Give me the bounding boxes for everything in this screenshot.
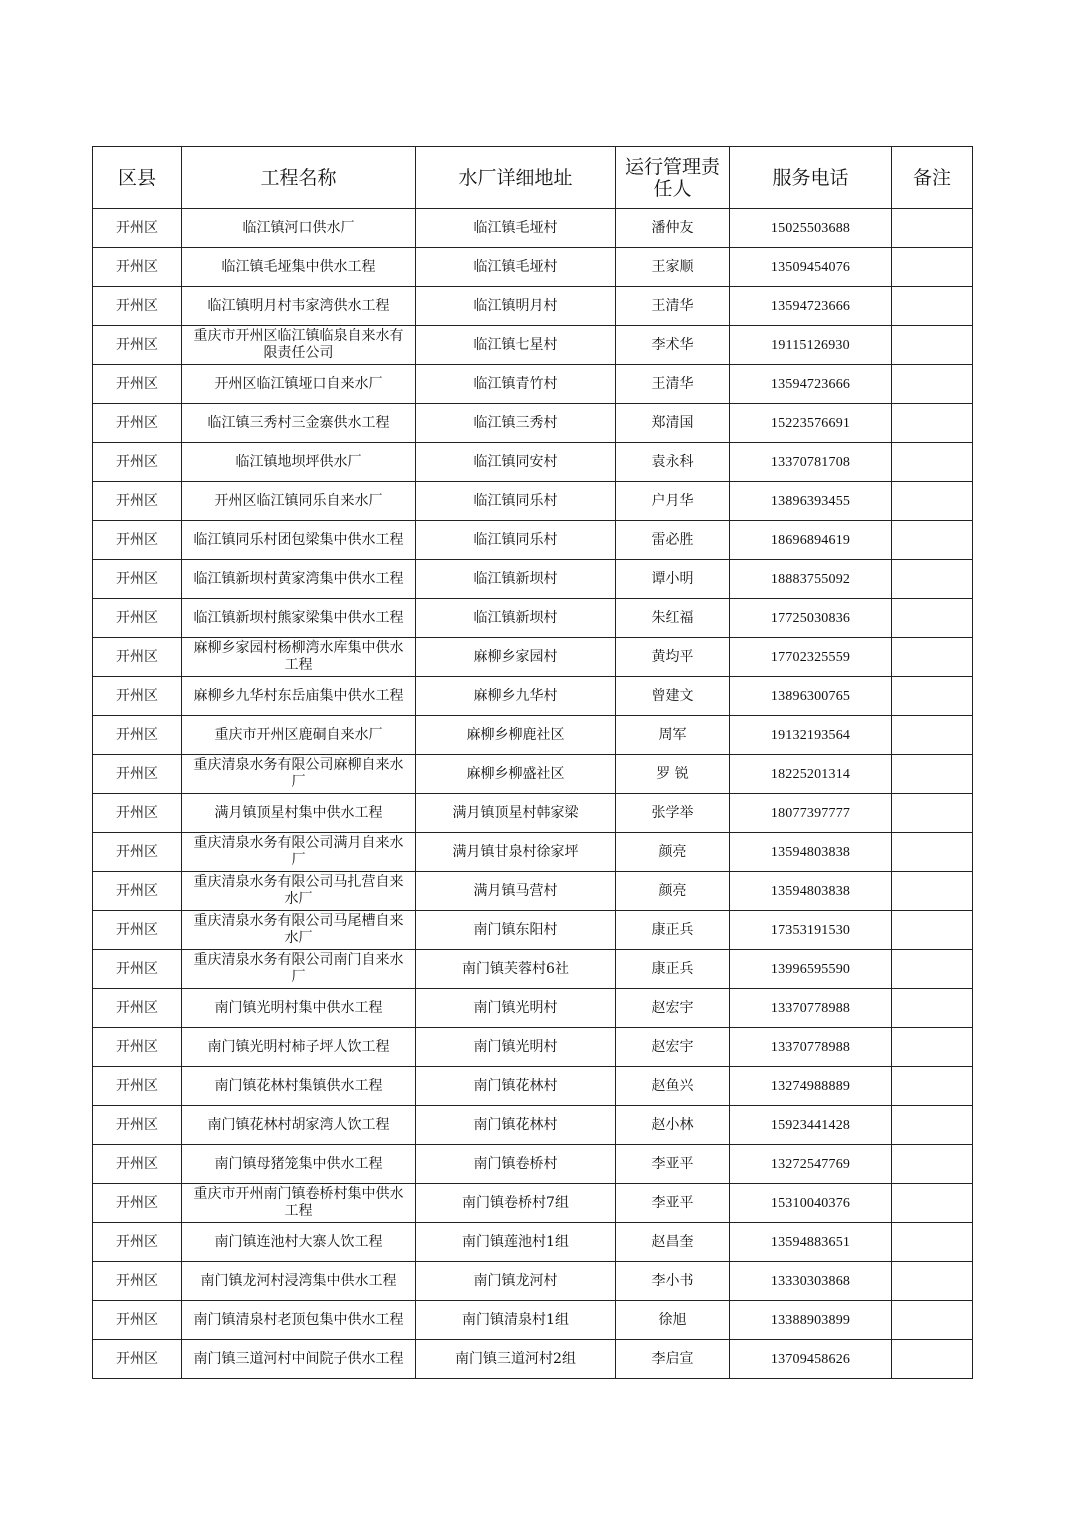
phone-cell: 13594723666 (730, 365, 892, 404)
phone-cell: 15310040376 (730, 1184, 892, 1223)
address-cell: 南门镇光明村 (416, 989, 616, 1028)
remarks-cell (892, 911, 973, 950)
project-name-cell: 南门镇花林村集镇供水工程 (182, 1067, 416, 1106)
address-cell: 临江镇三秀村 (416, 404, 616, 443)
phone-cell: 13370778988 (730, 989, 892, 1028)
address-cell: 满月镇顶星村韩家梁 (416, 794, 616, 833)
phone-cell: 13594803838 (730, 833, 892, 872)
phone-cell: 18883755092 (730, 560, 892, 599)
phone-cell: 19115126930 (730, 326, 892, 365)
project-name-cell: 满月镇顶星村集中供水工程 (182, 794, 416, 833)
project-name-cell: 麻柳乡家园村杨柳湾水库集中供水工程 (182, 638, 416, 677)
manager-cell: 颜亮 (616, 872, 730, 911)
table-row (93, 716, 973, 755)
project-name-cell: 临江镇地坝坪供水厂 (182, 443, 416, 482)
address-cell: 临江镇明月村 (416, 287, 616, 326)
manager-cell: 赵昌奎 (616, 1223, 730, 1262)
district-cell: 开州区 (93, 989, 182, 1028)
district-cell: 开州区 (93, 404, 182, 443)
phone-cell: 13896393455 (730, 482, 892, 521)
table-row (93, 1262, 973, 1301)
address-cell: 临江镇同乐村 (416, 521, 616, 560)
phone-cell: 17725030836 (730, 599, 892, 638)
manager-cell: 谭小明 (616, 560, 730, 599)
project-name-cell: 重庆清泉水务有限公司马尾槽自来水厂 (182, 911, 416, 950)
district-cell: 开州区 (93, 716, 182, 755)
table-row (93, 248, 973, 287)
project-name-cell: 临江镇毛垭集中供水工程 (182, 248, 416, 287)
remarks-cell (892, 1223, 973, 1262)
manager-cell: 李小书 (616, 1262, 730, 1301)
address-cell: 南门镇卷桥村 (416, 1145, 616, 1184)
remarks-cell (892, 1184, 973, 1223)
district-cell: 开州区 (93, 1340, 182, 1379)
header-plant-address: 水厂详细地址 (416, 147, 616, 209)
manager-cell: 王清华 (616, 287, 730, 326)
district-cell: 开州区 (93, 755, 182, 794)
project-name-cell: 重庆清泉水务有限公司南门自来水厂 (182, 950, 416, 989)
project-name-cell: 临江镇河口供水厂 (182, 209, 416, 248)
manager-cell: 颜亮 (616, 833, 730, 872)
table-row (93, 1145, 973, 1184)
address-cell: 临江镇青竹村 (416, 365, 616, 404)
project-name-cell: 南门镇母猪笼集中供水工程 (182, 1145, 416, 1184)
project-name-cell: 南门镇三道河村中间院子供水工程 (182, 1340, 416, 1379)
remarks-cell (892, 1145, 973, 1184)
remarks-cell (892, 521, 973, 560)
remarks-cell (892, 443, 973, 482)
district-cell: 开州区 (93, 833, 182, 872)
district-cell: 开州区 (93, 911, 182, 950)
district-cell: 开州区 (93, 560, 182, 599)
phone-cell: 13388903899 (730, 1301, 892, 1340)
phone-cell: 18077397777 (730, 794, 892, 833)
district-cell: 开州区 (93, 1145, 182, 1184)
district-cell: 开州区 (93, 872, 182, 911)
manager-cell: 户月华 (616, 482, 730, 521)
table-row (93, 833, 973, 872)
phone-cell: 13370781708 (730, 443, 892, 482)
district-cell: 开州区 (93, 638, 182, 677)
header-district: 区县 (93, 147, 182, 209)
district-cell: 开州区 (93, 521, 182, 560)
address-cell: 临江镇七星村 (416, 326, 616, 365)
address-cell: 临江镇毛垭村 (416, 209, 616, 248)
table-row (93, 911, 973, 950)
table-row (93, 1028, 973, 1067)
district-cell: 开州区 (93, 1223, 182, 1262)
manager-cell: 赵宏宇 (616, 989, 730, 1028)
district-cell: 开州区 (93, 599, 182, 638)
address-cell: 南门镇清泉村1组 (416, 1301, 616, 1340)
remarks-cell (892, 326, 973, 365)
manager-cell: 王家顺 (616, 248, 730, 287)
district-cell: 开州区 (93, 209, 182, 248)
address-cell: 满月镇甘泉村徐家坪 (416, 833, 616, 872)
manager-cell: 张学举 (616, 794, 730, 833)
district-cell: 开州区 (93, 1028, 182, 1067)
project-name-cell: 南门镇光明村集中供水工程 (182, 989, 416, 1028)
project-name-cell: 开州区临江镇同乐自来水厂 (182, 482, 416, 521)
remarks-cell (892, 209, 973, 248)
project-name-cell: 麻柳乡九华村东岳庙集中供水工程 (182, 677, 416, 716)
manager-cell: 袁永科 (616, 443, 730, 482)
manager-cell: 李亚平 (616, 1184, 730, 1223)
remarks-cell (892, 1067, 973, 1106)
project-name-cell: 南门镇花林村胡家湾人饮工程 (182, 1106, 416, 1145)
project-name-cell: 临江镇新坝村黄家湾集中供水工程 (182, 560, 416, 599)
phone-cell: 13594883651 (730, 1223, 892, 1262)
table-row (93, 638, 973, 677)
address-cell: 临江镇同安村 (416, 443, 616, 482)
project-name-cell: 重庆清泉水务有限公司马扎营自来水厂 (182, 872, 416, 911)
phone-cell: 18225201314 (730, 755, 892, 794)
remarks-cell (892, 248, 973, 287)
table-row (93, 404, 973, 443)
phone-cell: 13509454076 (730, 248, 892, 287)
district-cell: 开州区 (93, 677, 182, 716)
address-cell: 南门镇莲池村1组 (416, 1223, 616, 1262)
address-cell: 南门镇光明村 (416, 1028, 616, 1067)
manager-cell: 周军 (616, 716, 730, 755)
project-name-cell: 重庆市开州区鹿硐自来水厂 (182, 716, 416, 755)
project-name-cell: 开州区临江镇垭口自来水厂 (182, 365, 416, 404)
table-row (93, 326, 973, 365)
project-name-cell: 重庆市开州南门镇卷桥村集中供水工程 (182, 1184, 416, 1223)
remarks-cell (892, 287, 973, 326)
project-name-cell: 南门镇龙河村浸湾集中供水工程 (182, 1262, 416, 1301)
project-name-cell: 南门镇清泉村老顶包集中供水工程 (182, 1301, 416, 1340)
remarks-cell (892, 872, 973, 911)
table-row (93, 872, 973, 911)
address-cell: 临江镇新坝村 (416, 560, 616, 599)
phone-cell: 13272547769 (730, 1145, 892, 1184)
remarks-cell (892, 755, 973, 794)
manager-cell: 赵小林 (616, 1106, 730, 1145)
phone-cell: 13274988889 (730, 1067, 892, 1106)
manager-cell: 徐旭 (616, 1301, 730, 1340)
district-cell: 开州区 (93, 1106, 182, 1145)
manager-cell: 潘仲友 (616, 209, 730, 248)
address-cell: 南门镇三道河村2组 (416, 1340, 616, 1379)
header-remarks: 备注 (892, 147, 973, 209)
remarks-cell (892, 1262, 973, 1301)
table-row (93, 287, 973, 326)
address-cell: 临江镇毛垭村 (416, 248, 616, 287)
district-cell: 开州区 (93, 482, 182, 521)
phone-cell: 13709458626 (730, 1340, 892, 1379)
table-row (93, 1184, 973, 1223)
header-row (93, 147, 973, 209)
manager-cell: 郑清国 (616, 404, 730, 443)
table-row (93, 989, 973, 1028)
district-cell: 开州区 (93, 1067, 182, 1106)
phone-cell: 15223576691 (730, 404, 892, 443)
table-row (93, 1106, 973, 1145)
address-cell: 麻柳乡柳盛社区 (416, 755, 616, 794)
table-row (93, 1223, 973, 1262)
manager-cell: 李术华 (616, 326, 730, 365)
remarks-cell (892, 638, 973, 677)
address-cell: 满月镇马营村 (416, 872, 616, 911)
manager-cell: 康正兵 (616, 950, 730, 989)
address-cell: 南门镇花林村 (416, 1067, 616, 1106)
phone-cell: 17353191530 (730, 911, 892, 950)
address-cell: 麻柳乡柳鹿社区 (416, 716, 616, 755)
address-cell: 南门镇芙蓉村6社 (416, 950, 616, 989)
project-name-cell: 临江镇新坝村熊家梁集中供水工程 (182, 599, 416, 638)
manager-cell: 曾建文 (616, 677, 730, 716)
manager-cell: 赵鱼兴 (616, 1067, 730, 1106)
manager-cell: 王清华 (616, 365, 730, 404)
district-cell: 开州区 (93, 1301, 182, 1340)
manager-cell: 罗 锐 (616, 755, 730, 794)
phone-cell: 13594723666 (730, 287, 892, 326)
header-project-name: 工程名称 (182, 147, 416, 209)
phone-cell: 13594803838 (730, 872, 892, 911)
remarks-cell (892, 950, 973, 989)
table-row (93, 482, 973, 521)
phone-cell: 13996595590 (730, 950, 892, 989)
phone-cell: 13370778988 (730, 1028, 892, 1067)
phone-cell: 13330303868 (730, 1262, 892, 1301)
table-row (93, 794, 973, 833)
remarks-cell (892, 1340, 973, 1379)
table-row (93, 365, 973, 404)
project-name-cell: 南门镇连池村大寨人饮工程 (182, 1223, 416, 1262)
header-manager: 运行管理责任人 (616, 147, 730, 209)
address-cell: 临江镇新坝村 (416, 599, 616, 638)
project-name-cell: 临江镇同乐村团包梁集中供水工程 (182, 521, 416, 560)
table-row (93, 443, 973, 482)
remarks-cell (892, 1028, 973, 1067)
table-row (93, 677, 973, 716)
project-name-cell: 重庆清泉水务有限公司满月自来水厂 (182, 833, 416, 872)
phone-cell: 15025503688 (730, 209, 892, 248)
project-name-cell: 重庆市开州区临江镇临泉自来水有限责任公司 (182, 326, 416, 365)
table-row (93, 1301, 973, 1340)
water-plant-table (92, 146, 973, 1379)
remarks-cell (892, 677, 973, 716)
table-row (93, 599, 973, 638)
remarks-cell (892, 599, 973, 638)
district-cell: 开州区 (93, 443, 182, 482)
table-row (93, 521, 973, 560)
manager-cell: 雷必胜 (616, 521, 730, 560)
district-cell: 开州区 (93, 287, 182, 326)
district-cell: 开州区 (93, 794, 182, 833)
phone-cell: 15923441428 (730, 1106, 892, 1145)
district-cell: 开州区 (93, 1184, 182, 1223)
remarks-cell (892, 404, 973, 443)
district-cell: 开州区 (93, 248, 182, 287)
remarks-cell (892, 833, 973, 872)
remarks-cell (892, 482, 973, 521)
manager-cell: 赵宏宇 (616, 1028, 730, 1067)
table-row (93, 560, 973, 599)
address-cell: 南门镇龙河村 (416, 1262, 616, 1301)
table-body (93, 209, 973, 1379)
table-row (93, 950, 973, 989)
manager-cell: 康正兵 (616, 911, 730, 950)
remarks-cell (892, 794, 973, 833)
manager-cell: 朱红福 (616, 599, 730, 638)
phone-cell: 13896300765 (730, 677, 892, 716)
remarks-cell (892, 365, 973, 404)
address-cell: 麻柳乡九华村 (416, 677, 616, 716)
project-name-cell: 南门镇光明村柿子坪人饮工程 (182, 1028, 416, 1067)
phone-cell: 17702325559 (730, 638, 892, 677)
table-row (93, 1340, 973, 1379)
remarks-cell (892, 560, 973, 599)
remarks-cell (892, 1301, 973, 1340)
manager-cell: 李启宣 (616, 1340, 730, 1379)
district-cell: 开州区 (93, 1262, 182, 1301)
remarks-cell (892, 989, 973, 1028)
phone-cell: 18696894619 (730, 521, 892, 560)
address-cell: 麻柳乡家园村 (416, 638, 616, 677)
district-cell: 开州区 (93, 950, 182, 989)
address-cell: 南门镇花林村 (416, 1106, 616, 1145)
manager-cell: 黄均平 (616, 638, 730, 677)
project-name-cell: 临江镇三秀村三金寨供水工程 (182, 404, 416, 443)
table-header (93, 147, 973, 209)
remarks-cell (892, 716, 973, 755)
phone-cell: 19132193564 (730, 716, 892, 755)
project-name-cell: 重庆清泉水务有限公司麻柳自来水厂 (182, 755, 416, 794)
district-cell: 开州区 (93, 365, 182, 404)
remarks-cell (892, 1106, 973, 1145)
district-cell: 开州区 (93, 326, 182, 365)
table-row (93, 755, 973, 794)
manager-cell: 李亚平 (616, 1145, 730, 1184)
project-name-cell: 临江镇明月村韦家湾供水工程 (182, 287, 416, 326)
address-cell: 南门镇卷桥村7组 (416, 1184, 616, 1223)
table-row (93, 1067, 973, 1106)
header-phone: 服务电话 (730, 147, 892, 209)
address-cell: 临江镇同乐村 (416, 482, 616, 521)
address-cell: 南门镇东阳村 (416, 911, 616, 950)
table-row (93, 209, 973, 248)
